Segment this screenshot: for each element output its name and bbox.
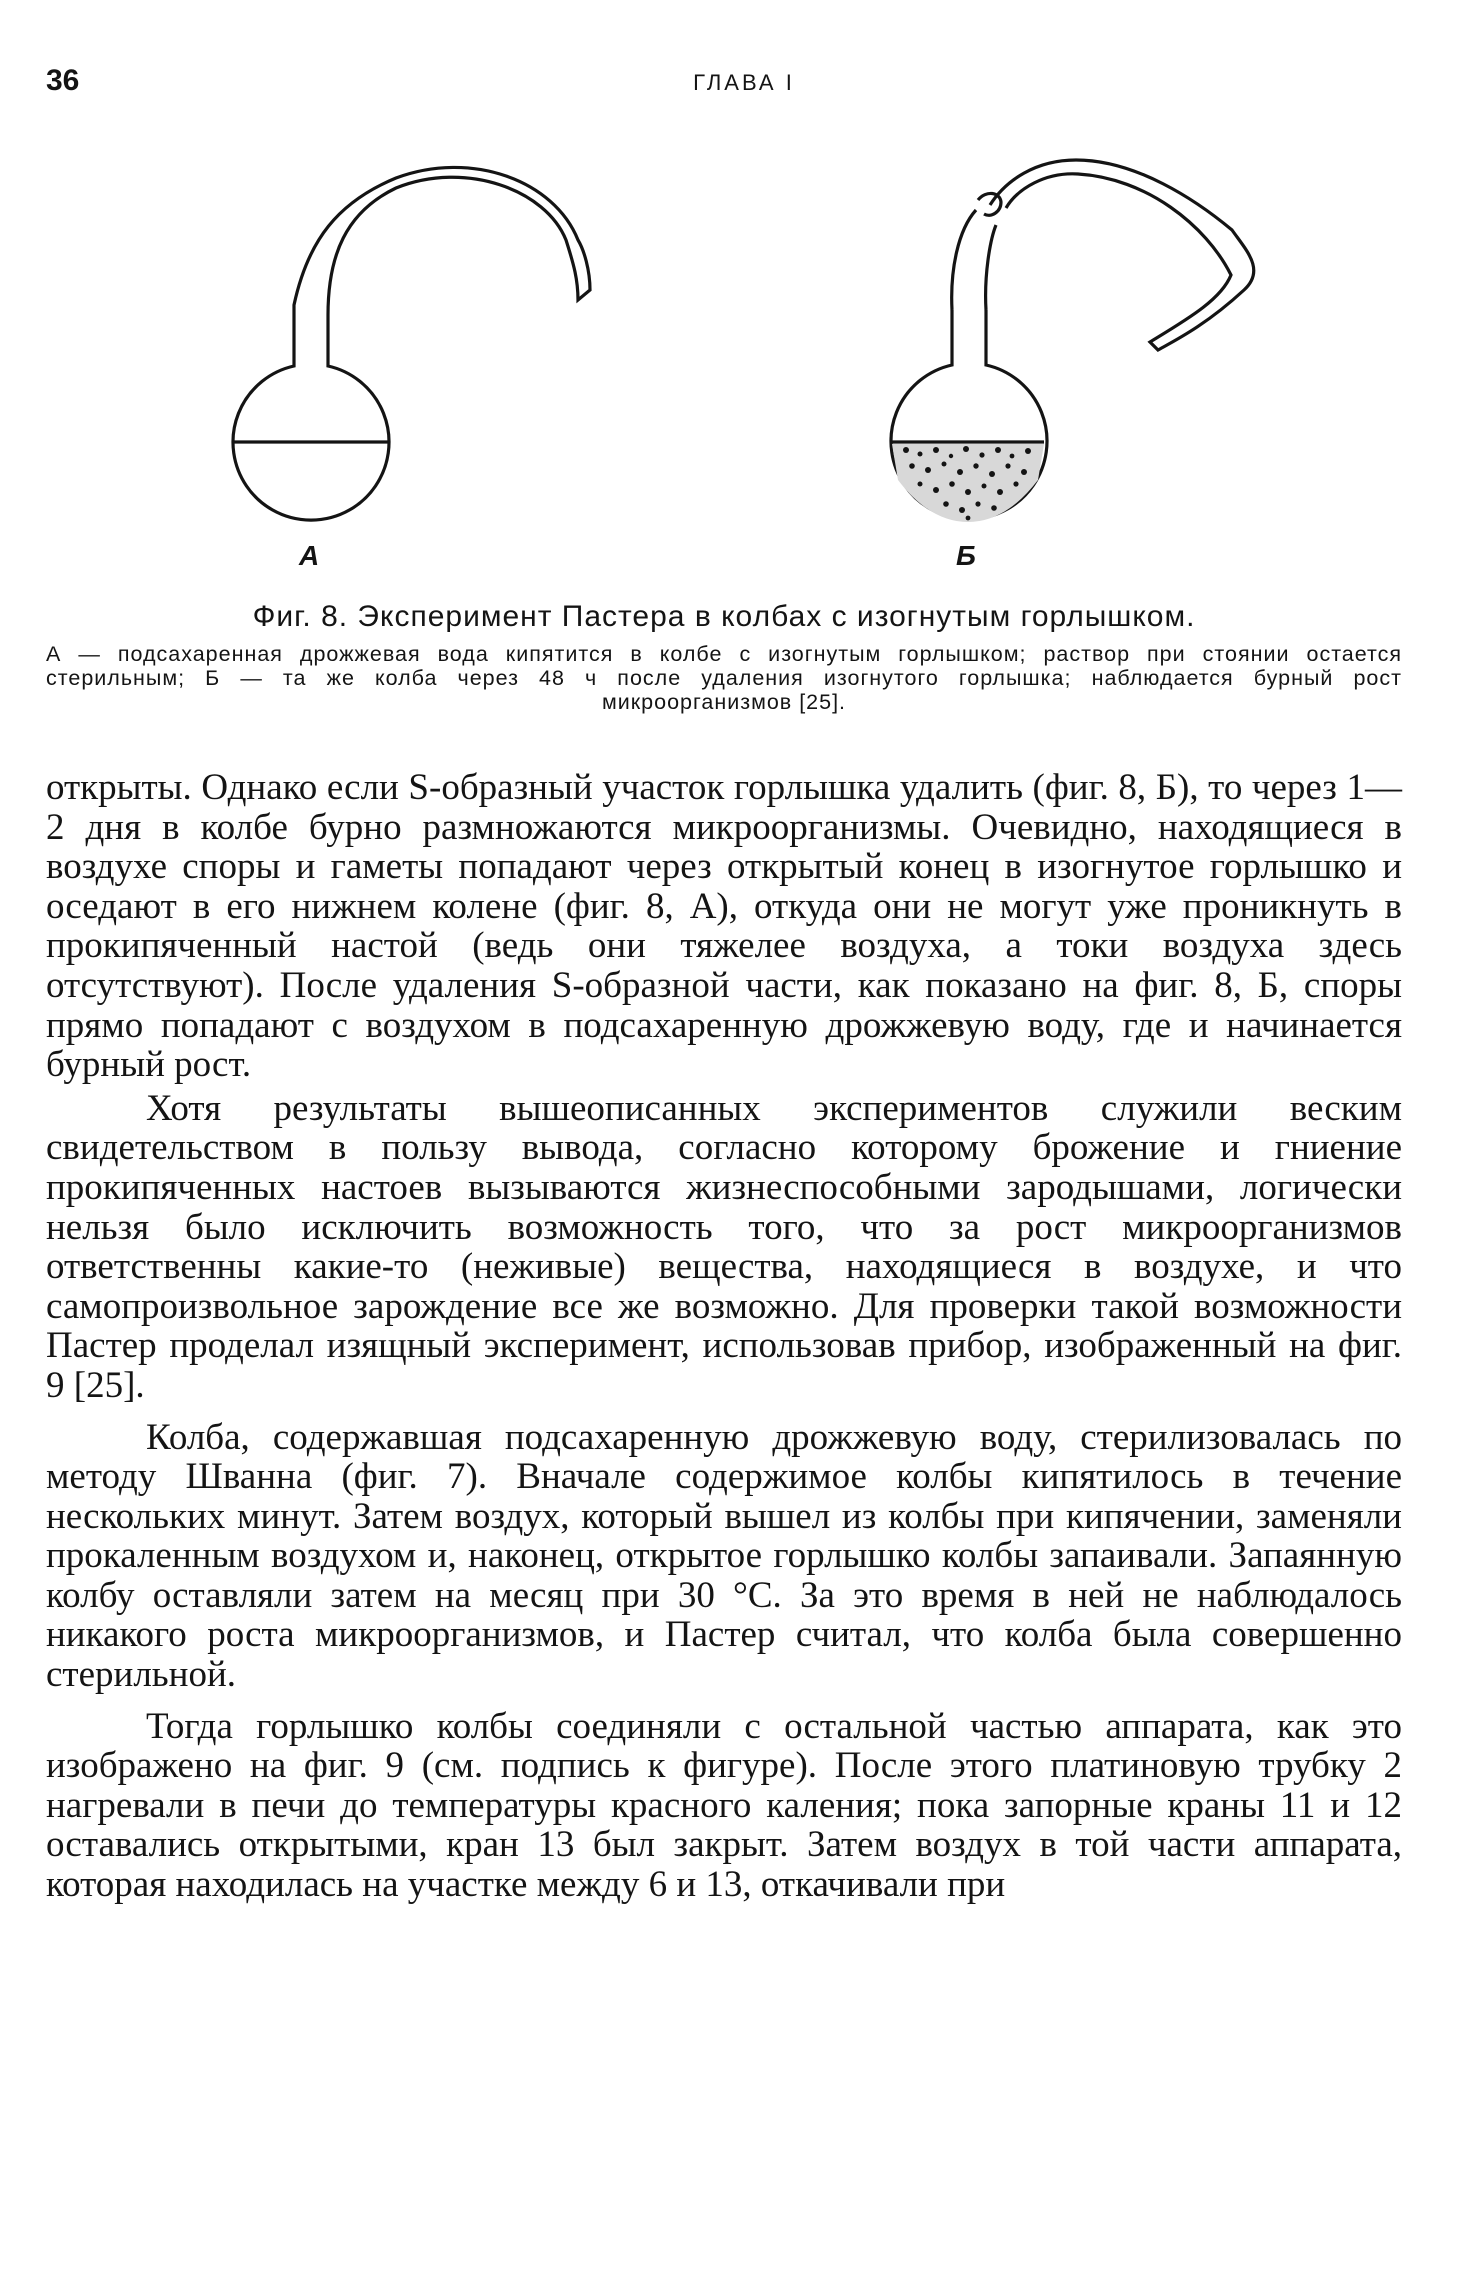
- paragraph-4: Тогда горлышко колбы соединяли с остальной частью аппарата, как это изображено на фиг. 9 (см. подпись к фигуре). После этого платиновую трубку 2 нагревали в печи до температуры красного каления; пока запорные краны 11 и 12 оставались открытыми, кран 13 был закрыт. Затем воздух в той части аппарата, которая находилась на участке между 6 и 13, откачивали при: [46, 1705, 1402, 1906]
- page-number: 36: [46, 64, 80, 97]
- flask-b-growth: [892, 444, 1044, 522]
- figure-caption-body: А — подсахаренная дрожжевая вода кипятится в колбе с изогнутым горлышком; раствор при стоянии остается стерильным; Б — та же колба через 48 ч после удаления изогнутого горлышка; наблюдается бурный рост микроорганизмов [25].: [46, 642, 1402, 714]
- paragraph-2: Хотя результаты вышеописанных экспериментов служили веским свидетельством в пользу вывода, согласно которому брожение и гниение прокипяченных настоев вызываются жизнеспособными зародышами, логически нельзя было исключить возможность того, что за рост микроорганизмов ответственны какие-то (неживые) вещества, находящиеся в воздухе, и что самопроизвольное зарождение все же возможно. Для проверки такой возможности Пастер проделал изящный эксперимент, использовав прибор, изображенный на фиг. 9 [25].: [46, 1087, 1402, 1406]
- figure-caption-title: Фиг. 8. Эксперимент Пастера в колбах с изогнутым горлышком.: [252, 600, 1196, 633]
- figure-8: [46, 150, 1402, 590]
- figure-label-a: А: [299, 540, 320, 571]
- figure-label-b: Б: [956, 540, 976, 571]
- page-header: [46, 64, 1402, 110]
- paragraph-3: Колба, содержавшая подсахаренную дрожжевую воду, стерилизовалась по методу Шванна (фиг. 7). Вначале содержимое колбы кипятилось в течение нескольких минут. Затем воздух, который вышел из колбы при кипячении, заменяли прокаленным воздухом и, наконец, открытое горлышко колбы запаивали. Запаянную колбу оставляли затем на месяц при 30 °С. За это время в ней не наблюдалось никакого роста микроорганизмов, и Пастер считал, что колба была совершенно стерильной.: [46, 1416, 1402, 1696]
- running-head: ГЛАВА I: [693, 70, 795, 95]
- flask-illustration: [46, 150, 1402, 590]
- body-text: [46, 768, 1402, 1905]
- flask-a: [233, 167, 590, 520]
- paragraph-1: открыты. Однако если S-образный участок горлышка удалить (фиг. 8, Б), то через 1—2 дня в колбе бурно размножаются микроорганизмы. Очевидно, находящиеся в воздухе споры и гаметы попадают через открытый конец в изогнутое горлышко и оседают в его нижнем колене (фиг. 8, А), откуда они не могут уже проникнуть в прокипяченный настой (ведь они тяжелее воздуха, а токи воздуха здесь отсутствуют). После удаления S-образной части, как показано на фиг. 8, Б, споры прямо попадают с воздухом в подсахаренную дрожжевую воду, где и начинается бурный рост.: [46, 767, 1402, 1086]
